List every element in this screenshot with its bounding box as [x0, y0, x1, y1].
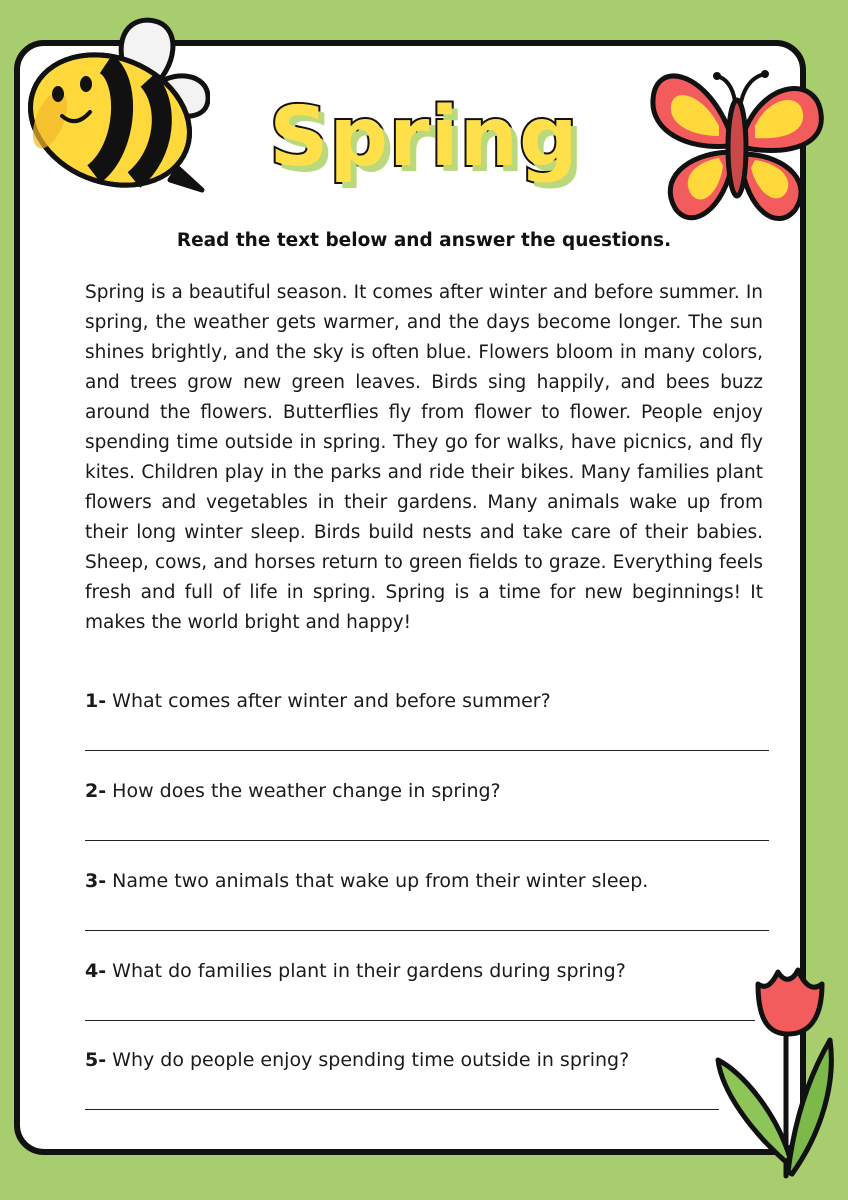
answer-line-4[interactable]: [85, 1020, 755, 1021]
question-number: 5-: [85, 1049, 107, 1071]
reading-passage: Spring is a beautiful season. It comes after winter and before summer. In spring, the weather gets warmer, and the days become longer. The sun shines brightly, and the sky is often blue. Flowers bloom in many colors, and trees grow new green leaves. Birds sing happily, and bees buzz around the flowers. Butterflies fly from flower to flower. People enjoy spending time outside in spring. They go for walks, have picnics, and fly kites. Children play in the parks and ride their bikes. Many families plant flowers and vegetables in their gardens. Many animals wake up from their long winter sleep. Birds build nests and take care of their babies. Sheep, cows, and horses return to green fields to graze. Everything feels fresh and full of life in spring. Spring is a time for new beginnings! It makes the world bright and happy!: [85, 282, 763, 633]
question-text: What comes after winter and before summer?: [112, 690, 551, 712]
question-text: Name two animals that wake up from their winter sleep.: [112, 870, 649, 892]
question-number: 3-: [85, 870, 107, 892]
question-text: What do families plant in their gardens during spring?: [112, 960, 626, 982]
answer-line-2[interactable]: [85, 840, 769, 841]
question-number: 2-: [85, 780, 107, 802]
question-5: [85, 1047, 775, 1073]
page-title: Spring: [269, 90, 579, 185]
question-3: [85, 868, 775, 894]
tulip-icon: [712, 962, 838, 1188]
instructions-text: Read the text below and answer the questions.: [176, 230, 672, 251]
question-number: 1-: [85, 690, 107, 712]
answer-line-3[interactable]: [85, 930, 769, 931]
question-text: Why do people enjoy spending time outside in spring?: [112, 1049, 630, 1071]
question-4: [85, 958, 775, 984]
question-number: 4-: [85, 960, 107, 982]
question-1: [85, 688, 775, 714]
question-text: How does the weather change in spring?: [112, 780, 501, 802]
answer-line-5[interactable]: [85, 1109, 719, 1110]
answer-line-1[interactable]: [85, 750, 769, 751]
question-2: [85, 778, 775, 804]
